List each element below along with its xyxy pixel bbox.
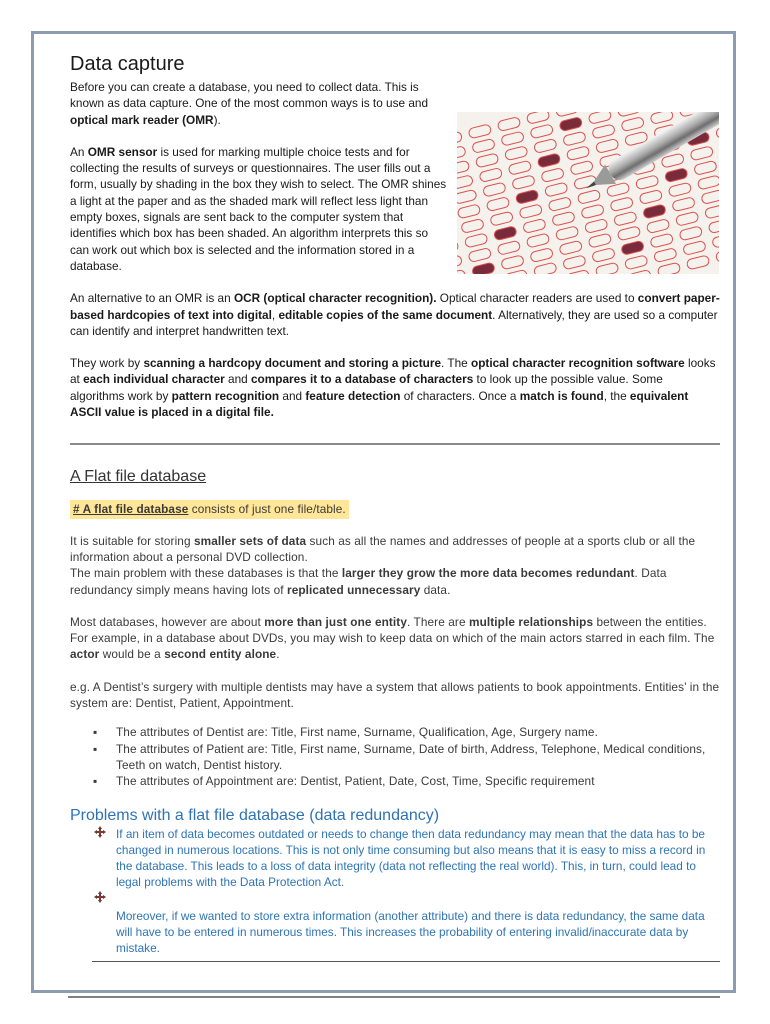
dentist-example-paragraph: e.g. A Dentist’s surgery with multiple dentists may have a system that allows patients to book appointments. Entities’ in the system are: Dentist, Patient, Appointment. xyxy=(70,679,720,711)
flat-file-heading: A Flat file database xyxy=(70,468,207,486)
flat-file-definition xyxy=(70,500,720,518)
highlighted-definition: # A flat file database consists of just one file/table. xyxy=(70,500,349,518)
ocr-paragraph: An alternative to an OMR is an OCR (optical character recognition). Optical character readers are used to convert paper-based hardcopies of text into digital, editable copies of the same document. Alternatively, they are used so a computer can identify and interpret handwritten text. xyxy=(70,291,720,338)
problems-list xyxy=(70,826,720,957)
list-item: If an item of data becomes outdated or needs to change then data redundancy may mean that the data has to be changed in numerous locations. This is not only time consuming but also means that it is easy to miss a record in the database. This leads to a loss of data integrity (data not reflecting the real world). This, in turn, could lead to legal problems with the Data Protection Act. xyxy=(116,826,720,891)
four-way-arrow-bullet-icon xyxy=(94,891,106,903)
entities-paragraph: Most databases, however are about more than just one entity. There are multiple relationships between the entities. For example, in a database about DVDs, you may wish to keep data on which of the main actors starred in each film. The actor would be a second entity alone. xyxy=(70,614,715,662)
redundancy-paragraph: The main problem with these databases is that the larger they grow the more data becomes redundant. Data redundancy simply means having lots of replicated unnecessary data. xyxy=(70,566,667,597)
suitability-paragraph: It is suitable for storing smaller sets of data such as all the names and addresses of people at a sports club or all the information about a personal DVD collection. xyxy=(70,533,696,564)
omr-paragraph: An OMR sensor is used for marking multiple choice tests and for collecting the results of surveys or questionnaires. The user fills out a form, usually by shading in the box they wish to select. The OMR shines a light at the paper and as the shaded mark will reflect less light than empty boxes, signals are sent back to the computer system that identifies which box has been shaded. An algorithm interprets this so can work out which box is selected and the information stored in a database. xyxy=(70,144,447,273)
omr-sheet-photo xyxy=(457,112,719,274)
list-item: ▪ The attributes of Appointment are: Dentist, Patient, Date, Cost, Time, Specific requirement xyxy=(116,773,720,789)
list-item xyxy=(116,891,720,907)
intro-paragraph: Before you can create a database, you need to collect data. This is known as data capture. One of the most common ways is to use and optical mark reader (OMR). xyxy=(70,80,429,127)
document-content xyxy=(70,52,720,962)
list-item: ▪ The attributes of Patient are: Title, First name, Surname, Date of birth, Address, Telephone, Medical conditions, Teeth on watch, Dentist history. xyxy=(116,741,720,774)
flat-file-section xyxy=(70,487,720,789)
ocr-process-paragraph: They work by scanning a hardcopy document and storing a picture. The optical character recognition software looks at each individual character and compares it to a database of characters to look up the possible value. Some algorithms work by pattern recognition and feature detection of characters. Once a match is found, the equivalent ASCII value is placed in a digital file. xyxy=(70,356,716,420)
intro-block xyxy=(70,79,720,274)
list-item: ▪ The attributes of Dentist are: Title, First name, Surname, Qualification, Age, Surgery name. xyxy=(116,724,720,740)
page-bottom-rule xyxy=(68,996,720,998)
omr-sheet-illustration xyxy=(457,112,719,274)
attribute-list xyxy=(70,724,720,789)
list-item: Moreover, if we wanted to store extra information (another attribute) and there is data redundancy, the same data will have to be entered in numerous times. This increases the probability of entering invalid/inaccurate data by mistake. xyxy=(116,908,705,956)
list-end-rule xyxy=(92,961,720,962)
four-way-arrow-bullet-icon xyxy=(94,826,106,838)
data-capture-heading: Data capture xyxy=(70,53,185,75)
problems-heading: Problems with a flat file database (data redundancy) xyxy=(70,806,440,824)
